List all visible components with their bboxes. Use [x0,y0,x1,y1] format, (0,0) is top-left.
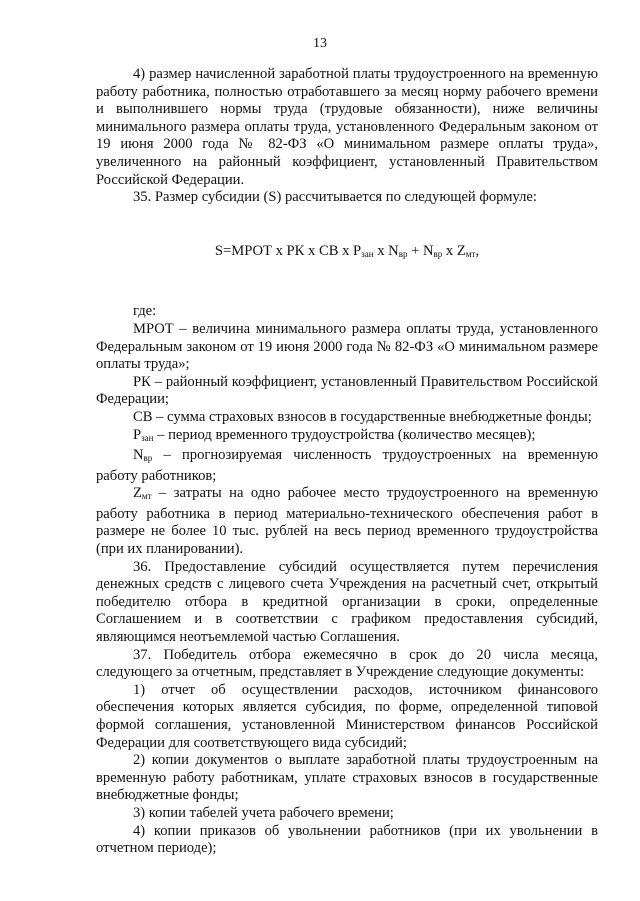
paragraph-37-item-2: 2) копии документов о выплате заработной платы трудоустроенным на временную работу работникам, уплате страховых взносов в государственные внебюджетные фонды; [96,752,598,804]
definition-n-vr: $N_{вр}$ – прогнозируемая численность трудоустроенных на временную работу работников; [96,447,598,484]
subsidy-formula: S=МРОТ x РК x СВ x $P_{зан}$ x $N_{вр} + N_{вр}$ x $Z_{мт}$, [214,242,480,259]
paragraph-37-item-1: 1) отчет об осуществлении расходов, источником финансового обеспечения которых является субсидия, по форме, определенной типовой формой соглашения, установленной Министерством финансов Российской Федерации для соответствующего вида субсидий; [96,681,598,751]
paragraph-item-4: 4) размер начисленной заработной платы трудоустроенного на временную работу работника, полностью отработавшего за месяц норму рабочего времени и выполнившего нормы труда (трудовые обязанности), ниже величины минимального размера оплаты труда, установленного Федеральным законом от 19 июня 2000 года № 82-ФЗ «О минимальном размере оплаты труда», увеличенного на районный коэффициент, установленный Правительством Российской Федерации. [96,66,598,188]
paragraph-37: 37. Победитель отбора ежемесячно в срок до 20 числа месяца, следующего за отчетным, представляет в Учреждение следующие документы: [96,646,598,681]
definition-z-mt: $Z_{мт}$ – затраты на одно рабочее место трудоустроенного на временную работу работника в период материально-технического обеспечения работ в размере не более 10 тыс. рублей на весь период временного трудоустройства (при их планировании). [96,485,598,558]
definition-p-zan: $P_{зан}$ – период временного трудоустройства (количество месяцев); [133,426,536,443]
paragraph-37-item-3: 3) копии табелей учета рабочего времени; [133,804,394,821]
where-label: где: [133,303,157,320]
paragraph-36: 36. Предоставление субсидий осуществляется путем перечисления денежных средств с лицевого счета Учреждения на расчетный счет, открытый победителю отбора в кредитной организации в сроки, определенные Соглашением и в соответствии с графиком предоставления субсидий, являющимся неотъемлемой частью Соглашения. [96,558,598,646]
definition-mrot: МРОТ – величина минимального размера оплаты труда, установленного Федеральным законом от 19 июня 2000 года № 82-ФЗ «О минимальном размере оплаты труда»; [96,320,598,373]
definition-sv: СВ – сумма страховых взносов в государственные внебюджетные фонды; [133,408,592,425]
paragraph-37-item-4: 4) копии приказов об увольнении работников (при их увольнении в отчетном периоде); [96,822,598,857]
document-body [96,66,598,858]
page-number: 13 [313,36,327,51]
paragraph-35: 35. Размер субсидии (S) рассчитывается по следующей формуле: [133,189,537,206]
definition-rk: РК – районный коэффициент, установленный Правительством Российской Федерации; [96,373,598,408]
